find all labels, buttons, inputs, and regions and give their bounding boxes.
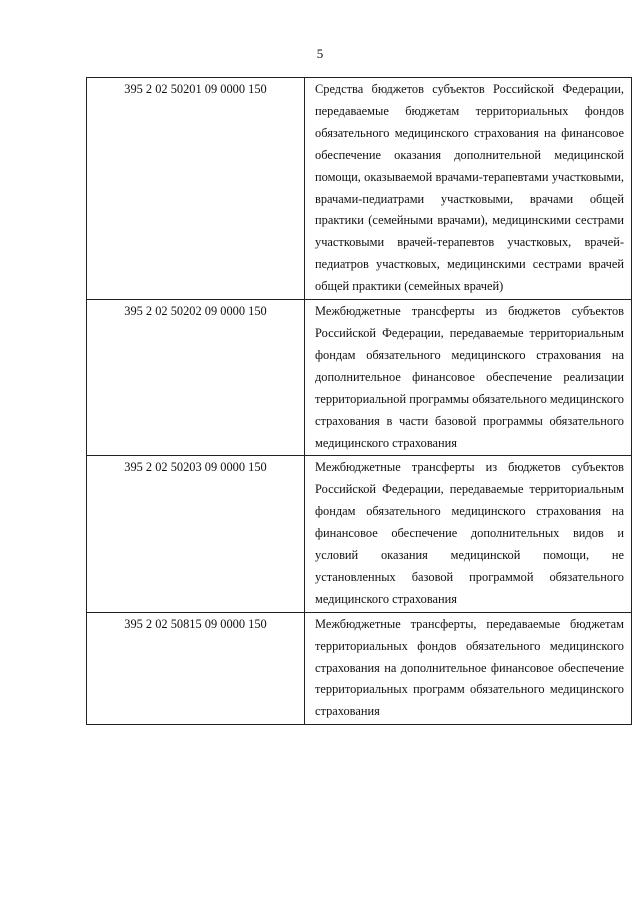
income-description: Межбюджетные трансферты из бюджетов субъектов Российской Федерации, передаваемые территориальным фондам обязательного медицинского страхования на финансовое обеспечение дополнительных видов и условий оказания медицинской помощи, не установленных базовой программой обязательного медицинского страхования [305, 456, 632, 612]
table-row [87, 300, 632, 456]
budget-codes-table [86, 77, 632, 725]
income-description: Межбюджетные трансферты из бюджетов субъектов Российской Федерации, передаваемые территориальным фондам обязательного медицинского страхования на дополнительное финансовое обеспечение реализации территориальной программы обязательного медицинского страхования в части базовой программы обязательного медицинского страхования [305, 300, 632, 456]
table-row [87, 612, 632, 725]
budget-code: 395 2 02 50202 09 0000 150 [87, 300, 305, 456]
budget-code: 395 2 02 50815 09 0000 150 [87, 612, 305, 725]
budget-code: 395 2 02 50201 09 0000 150 [87, 78, 305, 300]
table-row [87, 456, 632, 612]
table-row [87, 78, 632, 300]
income-description: Межбюджетные трансферты, передаваемые бюджетам территориальных фондов обязательного медицинского страхования на дополнительное финансовое обеспечение территориальных программ обязательного медицинского страхования [305, 612, 632, 725]
income-description: Средства бюджетов субъектов Российской Федерации, передаваемые бюджетам территориальных фондов обязательного медицинского страхования на финансовое обеспечение оказания дополнительной медицинской помощи, оказываемой врачами-терапевтами участковыми, врачами-педиатрами участковыми, врачами общей практики (семейными врачами), медицинскими сестрами участковыми врачей-терапевтов участковых, врачей-педиатров участковых, медицинскими сестрами врачей общей практики (семейных врачей) [305, 78, 632, 300]
budget-code: 395 2 02 50203 09 0000 150 [87, 456, 305, 612]
page-number: 5 [316, 46, 324, 61]
